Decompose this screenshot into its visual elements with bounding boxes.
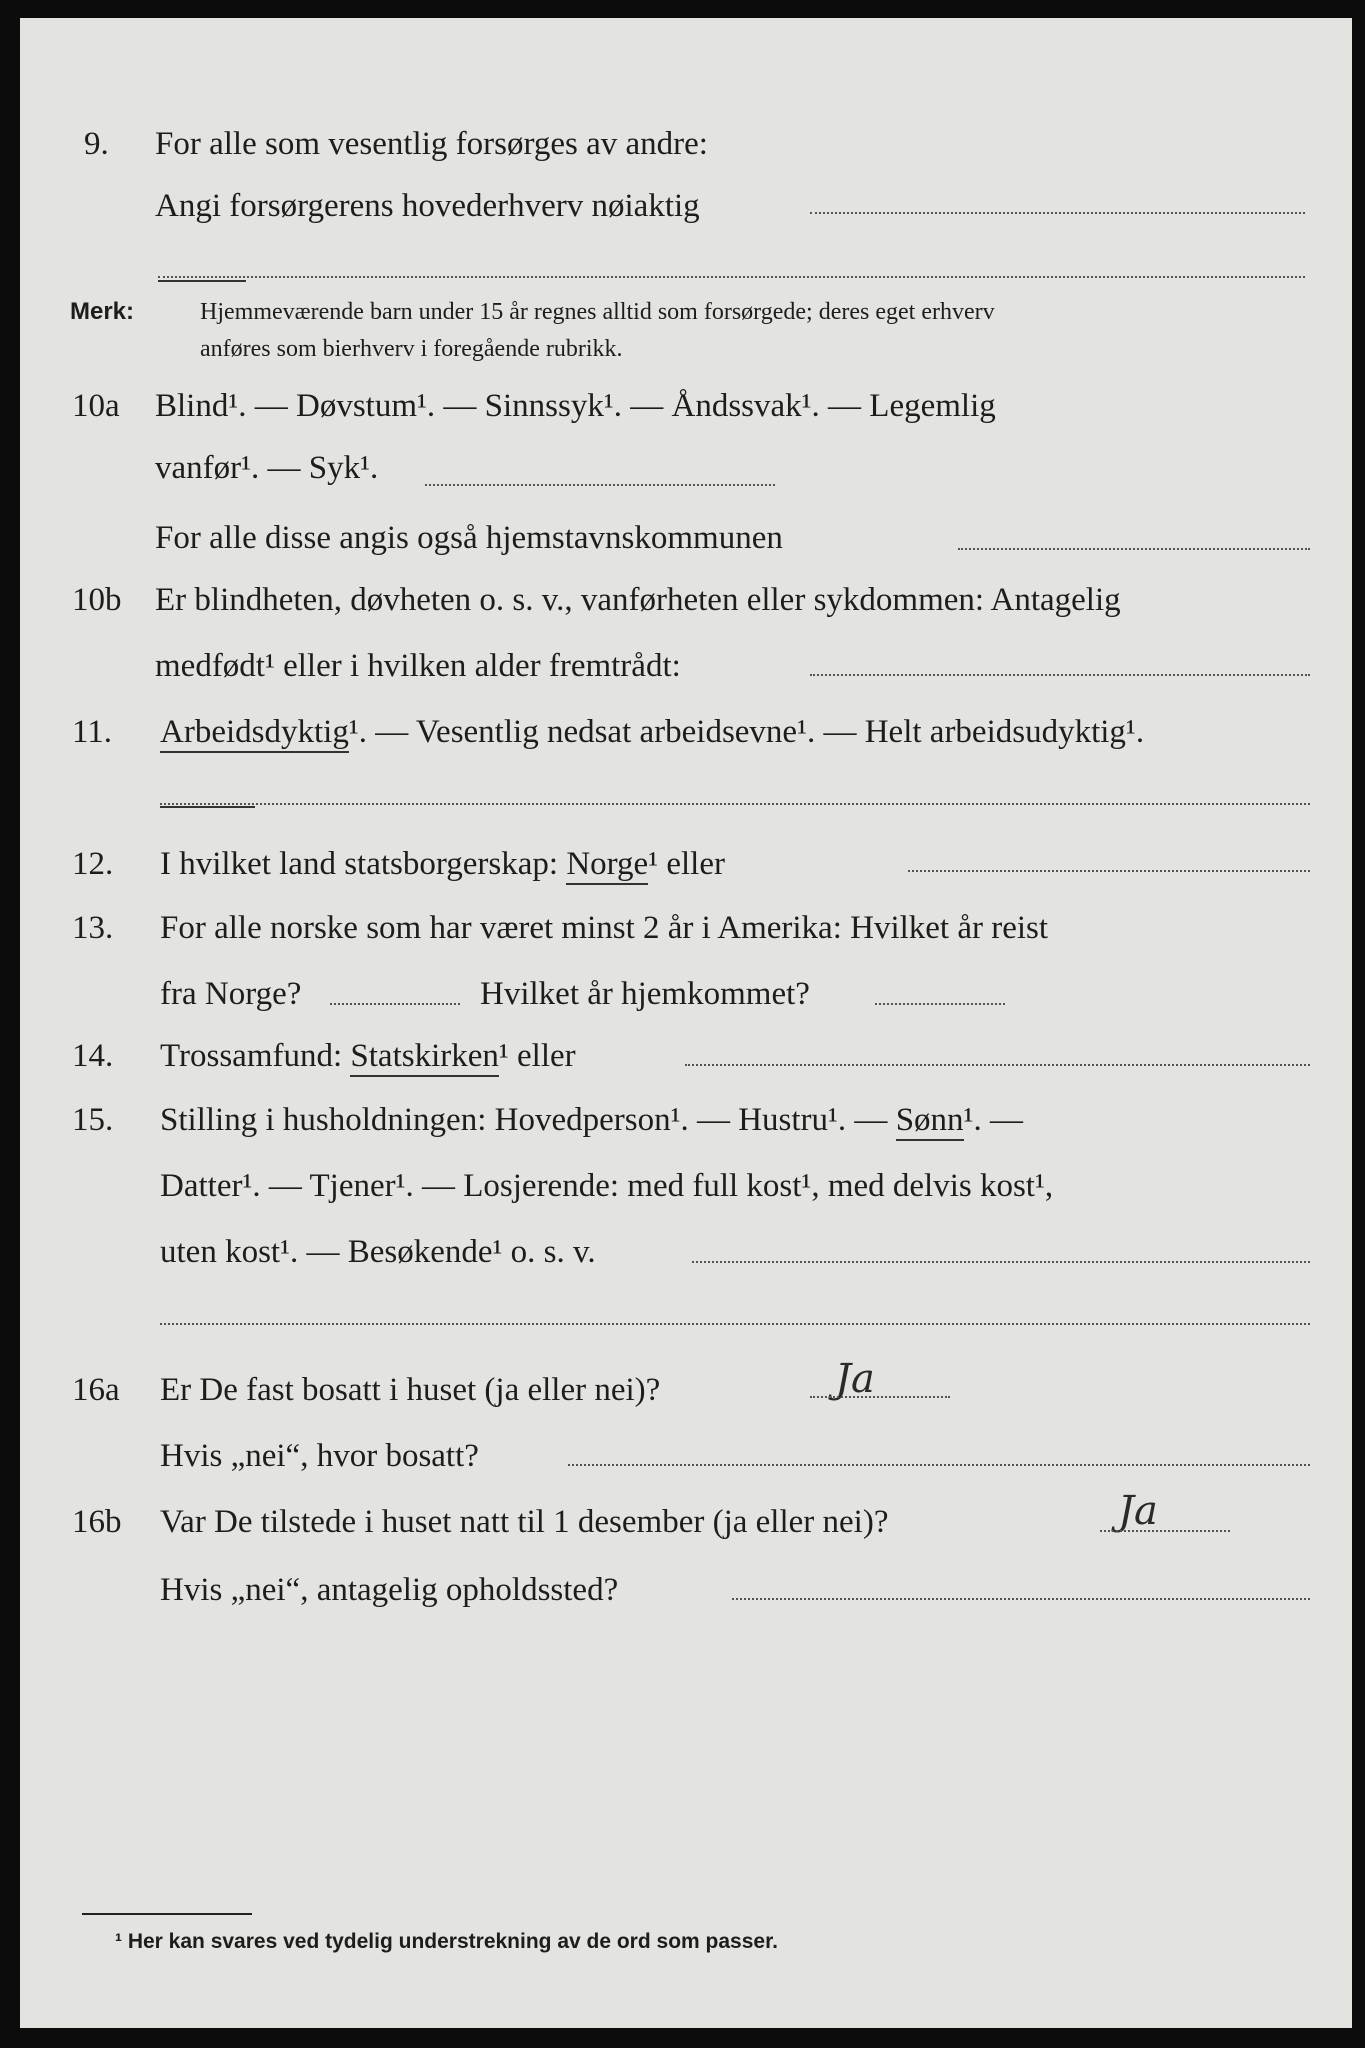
q10b-answer-line[interactable] (810, 674, 1310, 676)
q10a-row-3 (20, 512, 1352, 564)
q9-answer-line[interactable] (810, 212, 1305, 214)
q10a-text-3: For alle disse angis også hjemstavnskommunen (155, 520, 783, 556)
q13-text-2b: Hvilket år hjemkommet? (480, 976, 810, 1012)
q15-number: 15. (72, 1102, 114, 1138)
q14-number: 14. (72, 1038, 114, 1074)
q15-text-1a: Stilling i husholdningen: Hovedperson¹. — Hustru¹. — (160, 1102, 888, 1138)
q10b-row-2 (20, 640, 1352, 692)
merk-text-2: anføres som bierhverv i foregående rubrikk. (200, 336, 623, 362)
q16a-text: Er De fast bosatt i huset (ja eller nei)? (160, 1372, 661, 1408)
q16b-text: Var De tilstede i huset natt til 1 desember (ja eller nei)? (160, 1504, 889, 1540)
q10b-text-2: medfødt¹ eller i hvilken alder fremtrådt: (155, 648, 681, 684)
q15-text-3: uten kost¹. — Besøkende¹ o. s. v. (160, 1234, 596, 1270)
q11-text (160, 706, 1144, 758)
q16a-row (20, 1364, 1352, 1416)
q10a-row-2 (20, 442, 1352, 494)
q14-answer-line[interactable] (685, 1064, 1310, 1066)
q10a-number: 10a (72, 388, 120, 424)
q13-year-returned-line[interactable] (875, 1003, 1005, 1005)
q10a-text-2: vanfør¹. — Syk¹. (155, 450, 379, 486)
q13-row-2 (20, 968, 1352, 1020)
q14-text (160, 1030, 576, 1082)
q15-answer-underlined: Sønn (896, 1102, 964, 1141)
q9-row-2 (20, 180, 1352, 232)
q9-answer-line-2[interactable] (158, 276, 1305, 278)
q12-text (160, 838, 725, 890)
q16a-answer-line-2[interactable] (568, 1464, 1310, 1466)
q16a-number: 16a (72, 1372, 120, 1408)
q10a-row (20, 380, 1352, 432)
q9-text-2: Angi forsørgerens hovederhverv nøiaktig (155, 188, 700, 224)
q12-number: 12. (72, 846, 114, 882)
q11-separator (160, 806, 255, 808)
q13-text-2a: fra Norge? (160, 976, 302, 1012)
q16b-text-2: Hvis „nei“, antagelig opholdssted? (160, 1572, 619, 1608)
q15-answer-line-2[interactable] (160, 1323, 1310, 1325)
footnote-separator (82, 1913, 252, 1915)
q11-answer-line[interactable] (160, 803, 1310, 805)
q15-row-3 (20, 1226, 1352, 1278)
q10a-answer-line[interactable] (425, 484, 775, 486)
q16b-handwritten-answer: Ja (1118, 1488, 1158, 1534)
q16b-row-2 (20, 1564, 1352, 1616)
q15-row-2 (20, 1160, 1352, 1212)
q12-answer-line[interactable] (908, 870, 1310, 872)
q10b-text: Er blindheten, døvheten o. s. v., vanførheten eller sykdommen: Antagelig (155, 582, 1121, 618)
q15-row (20, 1094, 1352, 1146)
q10b-number: 10b (72, 582, 122, 618)
q14-answer-underlined: Statskirken (350, 1038, 498, 1077)
q12-row (20, 838, 1352, 890)
q16b-number: 16b (72, 1504, 122, 1540)
q16b-answer-line[interactable] (1100, 1530, 1230, 1532)
q9-number: 9. (84, 126, 109, 162)
q16a-text-2: Hvis „nei“, hvor bosatt? (160, 1438, 479, 1474)
q9-separator (158, 280, 246, 282)
q15-text (160, 1094, 1023, 1146)
q16a-answer-line[interactable] (810, 1396, 950, 1398)
q15-text-2: Datter¹. — Tjener¹. — Losjerende: med full kost¹, med delvis kost¹, (160, 1168, 1054, 1204)
q16a-handwritten-answer: Ja (835, 1356, 875, 1402)
q13-year-left-line[interactable] (330, 1003, 460, 1005)
q12-answer-underlined: Norge (566, 846, 648, 885)
q14-row (20, 1030, 1352, 1082)
footnote: ¹ Her kan svares ved tydelig understrekning av de ord som passer. (115, 1930, 778, 1953)
q16a-row-2 (20, 1430, 1352, 1482)
q10a-answer-line-2[interactable] (958, 548, 1310, 550)
q16b-answer-line-2[interactable] (732, 1598, 1310, 1600)
q11-answer-underlined: Arbeidsdyktig (160, 714, 349, 753)
q15-answer-line[interactable] (692, 1261, 1310, 1263)
q14-text-pre: Trossamfund: (160, 1038, 343, 1074)
census-form-page (20, 18, 1352, 2028)
q13-text: For alle norske som har været minst 2 år i Amerika: Hvilket år reist (160, 910, 1049, 946)
q10b-row (20, 574, 1352, 626)
q9-text: For alle som vesentlig forsørges av andre: (155, 126, 708, 162)
q13-row (20, 902, 1352, 954)
q9-row (20, 118, 1352, 170)
q12-text-pre: I hvilket land statsborgerskap: (160, 846, 559, 882)
q11-number: 11. (72, 714, 113, 750)
merk-label: Merk: (70, 298, 135, 325)
q11-text-rest: ¹. — Vesentlig nedsat arbeidsevne¹. — Helt arbeidsudyktig¹. (348, 714, 1145, 750)
q10a-text: Blind¹. — Døvstum¹. — Sinnssyk¹. — Åndssvak¹. — Legemlig (155, 388, 996, 424)
q15-text-1b: ¹. — (963, 1102, 1023, 1138)
q13-number: 13. (72, 910, 114, 946)
q14-text-post: ¹ eller (498, 1038, 576, 1074)
q11-row (20, 706, 1352, 758)
merk-text: Hjemmeværende barn under 15 år regnes alltid som forsørgede; deres eget erhverv (200, 299, 995, 325)
q12-text-post: ¹ eller (648, 846, 725, 882)
